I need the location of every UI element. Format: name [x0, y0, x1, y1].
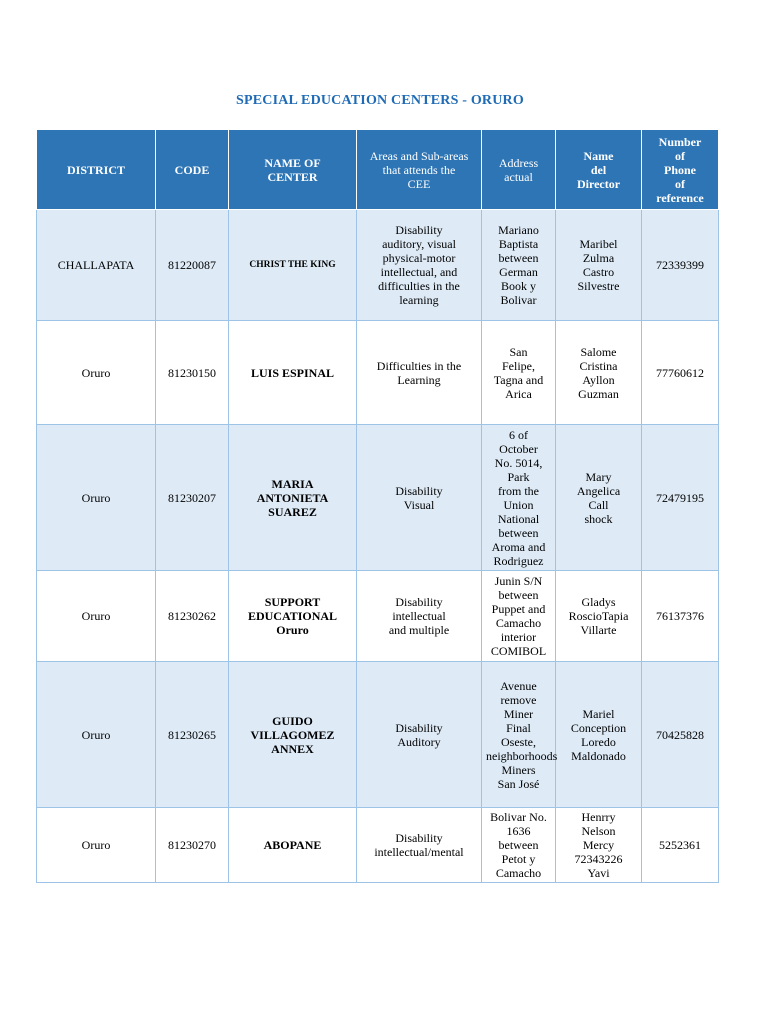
cell-director: Maribel Zulma Castro Silvestre [556, 210, 642, 321]
cell-district: Oruro [37, 321, 156, 425]
table-row [37, 425, 719, 571]
header-phone: Number of Phone of reference [642, 130, 719, 210]
cell-phone: 77760612 [642, 321, 719, 425]
cell-director: Gladys RoscioTapia Villarte [556, 571, 642, 662]
cell-center-name: CHRIST THE KING [229, 210, 357, 321]
cell-code: 81220087 [156, 210, 229, 321]
cell-code: 81230150 [156, 321, 229, 425]
cell-address: Avenue remove Miner Final Oseste, neighborhoods Miners San José [482, 662, 556, 808]
cell-district: Oruro [37, 425, 156, 571]
table-row [37, 571, 719, 662]
cell-director: Mary Angelica Call shock [556, 425, 642, 571]
table-row [37, 662, 719, 808]
cell-director: Salome Cristina Ayllon Guzman [556, 321, 642, 425]
table-row [37, 321, 719, 425]
table-row [37, 808, 719, 883]
cell-address: San Felipe, Tagna and Arica [482, 321, 556, 425]
cell-phone: 72479195 [642, 425, 719, 571]
cell-phone: 70425828 [642, 662, 719, 808]
cell-center-name: SUPPORT EDUCATIONAL Oruro [229, 571, 357, 662]
header-director: Name del Director [556, 130, 642, 210]
cell-areas: Difficulties in the Learning [357, 321, 482, 425]
cell-director: Henrry Nelson Mercy 72343226 Yavi [556, 808, 642, 883]
cell-code: 81230207 [156, 425, 229, 571]
cell-areas: Disability auditory, visual physical-motor intellectual, and difficulties in the learning [357, 210, 482, 321]
table-header-row [37, 130, 719, 210]
cell-address: 6 of October No. 5014, Park from the Union National between Aroma and Rodriguez [482, 425, 556, 571]
cell-director: Mariel Conception Loredo Maldonado [556, 662, 642, 808]
table-row [37, 210, 719, 321]
cell-code: 81230265 [156, 662, 229, 808]
cell-areas: Disability Visual [357, 425, 482, 571]
header-code: CODE [156, 130, 229, 210]
cell-address: Bolivar No. 1636 between Petot y Camacho [482, 808, 556, 883]
cell-center-name: LUIS ESPINAL [229, 321, 357, 425]
header-address: Address actual [482, 130, 556, 210]
cell-code: 81230262 [156, 571, 229, 662]
cell-district: CHALLAPATA [37, 210, 156, 321]
cell-district: Oruro [37, 571, 156, 662]
cell-areas: Disability intellectual/mental [357, 808, 482, 883]
cell-phone: 5252361 [642, 808, 719, 883]
header-center-name: NAME OF CENTER [229, 130, 357, 210]
cell-district: Oruro [37, 662, 156, 808]
cell-district: Oruro [37, 808, 156, 883]
document-title: SPECIAL EDUCATION CENTERS - ORURO [236, 93, 524, 108]
cell-areas: Disability intellectual and multiple [357, 571, 482, 662]
header-areas: Areas and Sub-areas that attends the CEE [357, 130, 482, 210]
special-education-centers-table [36, 129, 719, 883]
cell-phone: 72339399 [642, 210, 719, 321]
cell-center-name: GUIDO VILLAGOMEZ ANNEX [229, 662, 357, 808]
cell-address: Junin S/N between Puppet and Camacho interior COMIBOL [482, 571, 556, 662]
cell-areas: Disability Auditory [357, 662, 482, 808]
cell-address: Mariano Baptista between German Book y Bolivar [482, 210, 556, 321]
cell-code: 81230270 [156, 808, 229, 883]
cell-center-name: MARIA ANTONIETA SUAREZ [229, 425, 357, 571]
cell-center-name: ABOPANE [229, 808, 357, 883]
header-district: DISTRICT [37, 130, 156, 210]
cell-phone: 76137376 [642, 571, 719, 662]
